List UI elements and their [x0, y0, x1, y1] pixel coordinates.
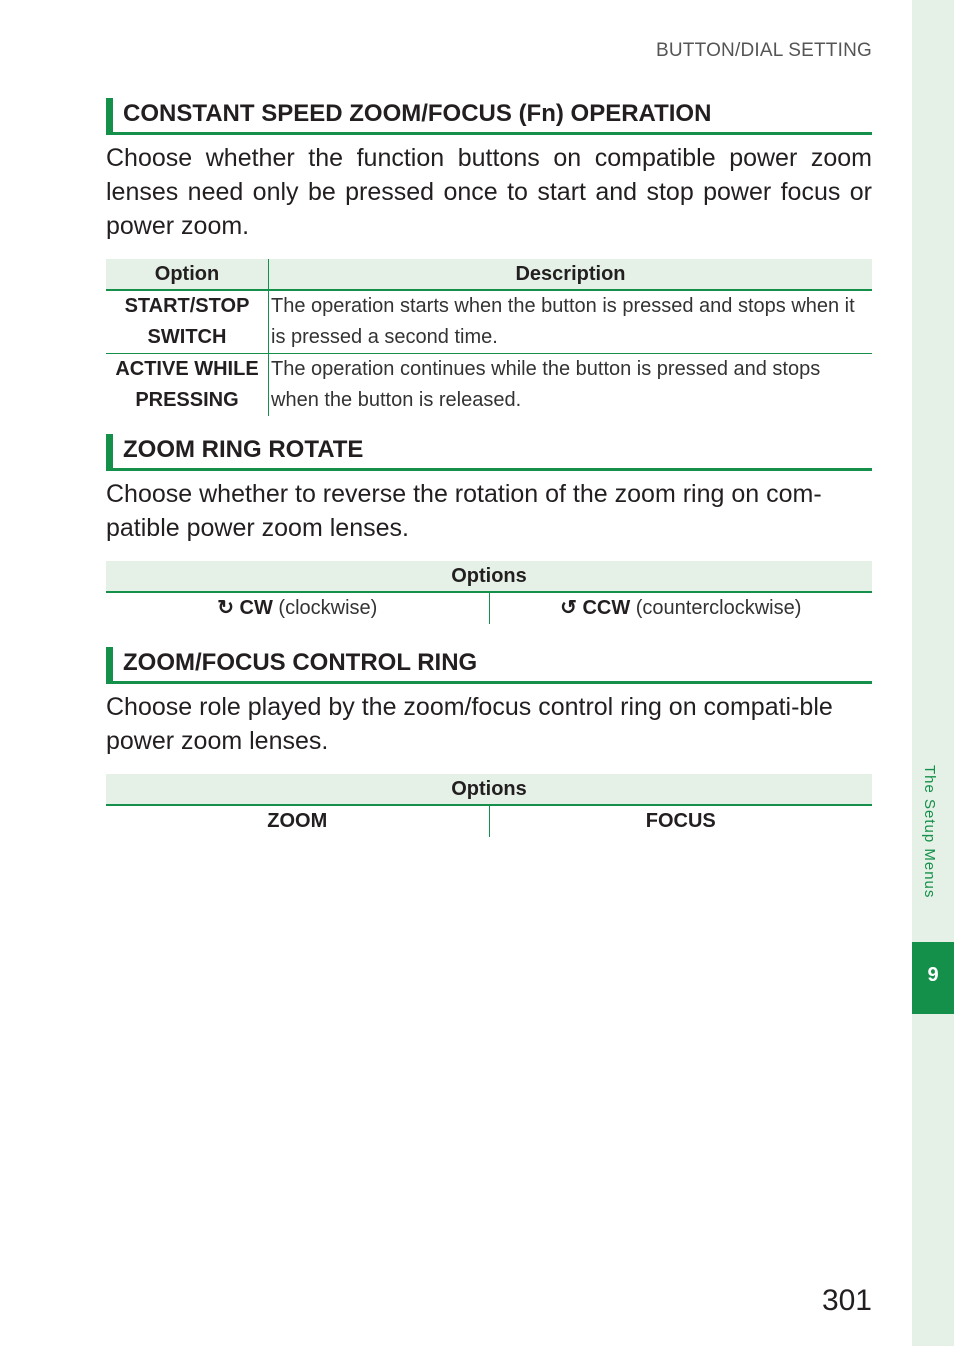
table-row: [106, 354, 872, 417]
table-row: [106, 805, 872, 837]
section-title: ZOOM/FOCUS CONTROL RING: [123, 649, 478, 676]
chapter-tab[interactable]: [912, 942, 954, 1014]
option-name: START/STOP SWITCH: [124, 295, 250, 348]
option-description: The operation starts when the button is pressed and stops when it is pressed a second time.: [269, 290, 873, 354]
section-title: ZOOM RING ROTATE: [123, 436, 364, 463]
option-note: (clockwise): [278, 597, 378, 619]
section-zoom-focus-control-ring: [106, 647, 872, 837]
option-table: [106, 259, 872, 416]
option-name: ACTIVE WHILE PRESSING: [106, 354, 269, 417]
page-number: 301: [821, 1284, 872, 1317]
counterclockwise-arrow-icon: ↺: [560, 597, 577, 619]
options-header: Options: [106, 561, 872, 592]
section-body: Choose whether the function buttons on compatible power zoom lenses need only be pressed once to start and stop power focus or power zoom.: [106, 144, 872, 240]
section-heading: [106, 647, 872, 684]
options-table: [106, 774, 872, 837]
section-constant-speed: [106, 98, 872, 416]
option-focus: FOCUS: [489, 805, 872, 837]
section-body: Choose role played by the zoom/focus control ring on compati-ble power zoom lenses.: [106, 693, 833, 755]
option-zoom: ZOOM: [267, 810, 328, 832]
options-header: Options: [106, 774, 872, 805]
heading-accent-bar: [106, 98, 113, 132]
running-header: BUTTON/DIAL SETTING: [656, 40, 872, 61]
option-label: CW: [239, 597, 273, 619]
section-heading: [106, 98, 872, 135]
section-title: CONSTANT SPEED ZOOM/FOCUS (Fn) OPERATION: [123, 100, 712, 127]
heading-accent-bar: [106, 434, 113, 468]
option-description: The operation continues while the button is pressed and stops when the button is released.: [269, 354, 873, 417]
chapter-sidebar: [912, 0, 954, 1346]
column-header-option: Option: [106, 259, 269, 290]
clockwise-arrow-icon: ↻: [217, 597, 234, 619]
column-header-description: Description: [269, 259, 873, 290]
table-row: [106, 592, 872, 624]
section-body: Choose whether to reverse the rotation of the zoom ring on com-patible power zoom lenses.: [106, 480, 822, 542]
option-note: (counterclockwise): [635, 597, 802, 619]
options-table: [106, 561, 872, 624]
option-cw: [106, 592, 489, 624]
option-label: CCW: [582, 597, 631, 619]
section-heading: [106, 434, 872, 471]
table-row: [106, 290, 872, 354]
heading-accent-bar: [106, 647, 113, 681]
section-zoom-ring-rotate: [106, 434, 872, 624]
option-ccw: [489, 592, 872, 624]
chapter-number: 9: [927, 964, 939, 986]
sidebar-chapter-title: The Setup Menus: [921, 765, 938, 899]
